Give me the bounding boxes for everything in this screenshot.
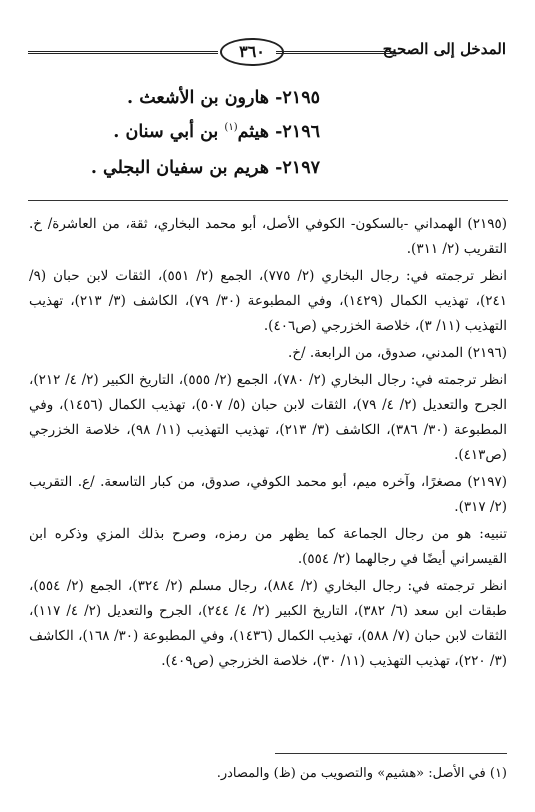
- footnote-mark: (١): [224, 122, 238, 134]
- running-title: المدخل إلى الصحيح: [382, 40, 506, 58]
- note-2197: (٢١٩٧) مصغرًا، وآخره ميم، أبو محمد الكوفي، صدوق، من كبار التاسعة. /ع. التقريب (٢/ ٣١٧).: [29, 474, 507, 515]
- note-2196: (٢١٩٦) المدني، صدوق، من الرابعة. /خ.: [288, 345, 507, 361]
- header-rule-right: [276, 51, 394, 54]
- note-2197-tanbih: تنبيه: هو من رجال الجماعة كما يظهر من رمزه، وصرح بذلك المزي وذكره ابن القيسراني أيضًا في رجالهما (٢/ ٥٥٤).: [29, 526, 507, 567]
- header-rule-left: [28, 51, 218, 54]
- entry-2197: ٢١٩٧- هريم بن سفيان البجلي .: [90, 158, 320, 178]
- notes-section: [29, 212, 507, 676]
- note-2195-refs: انظر ترجمته في: رجال البخاري (٢/ ٧٧٥)، الجمع (٢/ ٥٥١)، الثقات لابن حبان (٩/ ٢٤١)، تهذيب الكمال (١٤٢٩)، وفي المطبوعة (٣٠/ ٧٩)، الكاشف (٣/ ٢١٣)، تهذيب التهذيب (١١/ ٣)، خلاصة الخزرجي (ص٤٠٦).: [29, 268, 508, 334]
- page-header: [28, 38, 506, 64]
- notes-separator: [28, 200, 508, 201]
- note-2197-refs: انظر ترجمته في: رجال البخاري (٢/ ٨٨٤)، رجال مسلم (٢/ ٣٢٤)، الجمع (٢/ ٥٥٤)، طبقات ابن سعد (٦/ ٣٨٢)، التاريخ الكبير (٢/ ٤/ ٢٤٤)، الجرح والتعديل (٢/ ٤/ ١١٧)، الثقات لابن حبان (٧/ ٥٨٨)، تهذيب الكمال (١٤٣٦)، وفي المطبوعة (٣٠/ ١٦٨)، الكاشف (٣/ ٢٢٠)، تهذيب التهذيب (١١/ ٣٠)، خلاصة الخزرجي (ص٤٠٩).: [29, 578, 508, 669]
- footnote: (١) في الأصل: «هشيم» والتصويب من (ظ) والمصادر.: [216, 766, 507, 781]
- page-number: ٣٦٠: [220, 38, 284, 66]
- entry-2195: ٢١٩٥- هارون بن الأشعث .: [127, 88, 320, 108]
- note-2196-refs: انظر ترجمته في: رجال البخاري (٢/ ٧٨٠)، الجمع (٢/ ٥٥٥)، التاريخ الكبير (٢/ ٤/ ٢١٢)، الجرح والتعديل (٢/ ٤/ ٧٩)، الثقات لابن حبان (٥/ ٥٠٧)، تهذيب الكمال (١٤٥٦)، وفي المطبوعة (٣٠/ ٣٨٦)، الكاشف (٣/ ٢١٣)، تهذيب التهذيب (١١/ ٩٨)، خلاصة الخزرجي (ص٤١٣).: [29, 372, 508, 463]
- footnote-separator: [275, 753, 507, 754]
- entry-2196-name: ٢١٩٦- هيثم: [237, 122, 320, 142]
- entry-2196: [113, 122, 320, 142]
- entry-2196-rest: بن أبي سنان .: [113, 122, 219, 142]
- note-2195: (٢١٩٥) الهمداني -بالسكون- الكوفي الأصل، أبو محمد البخاري، ثقة، من العاشرة/ خ. التقريب (٢/ ٣١١).: [29, 216, 507, 257]
